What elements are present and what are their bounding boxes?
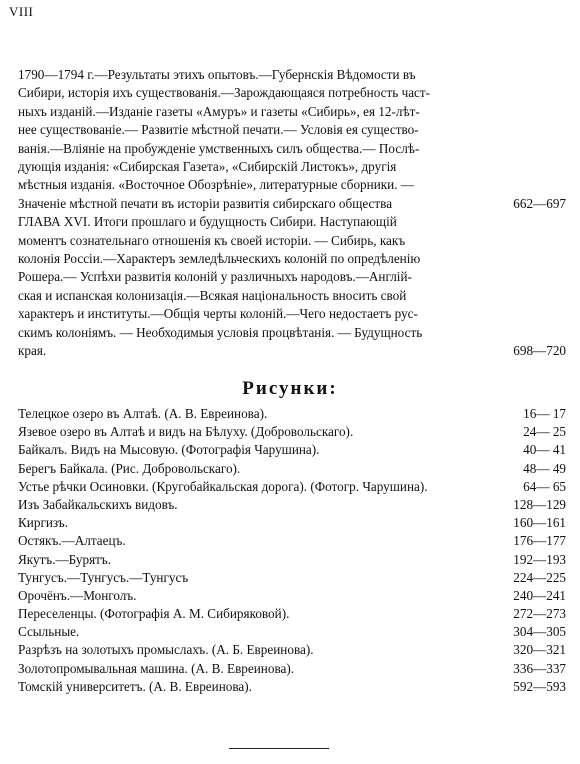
figure-entry [18, 552, 566, 570]
figure-pages: 176—177 [513, 533, 566, 549]
figure-entry [18, 442, 566, 460]
figures-list [18, 406, 566, 697]
figure-pages: 64— 65 [523, 478, 566, 494]
figure-title: Ссыльные. [18, 624, 80, 640]
figure-entry [18, 679, 566, 697]
figure-title: Устье рѣчки Осиновки. (Кругобайкальская дорога). (Фотогр. Чарушина). [18, 478, 428, 494]
chapter-text-line: ванія.—Вліяніе на пробужденіе умственныхъ силъ общества.— Послѣ- [18, 140, 420, 156]
figure-pages: 304—305 [513, 624, 566, 640]
figure-entry [18, 461, 566, 479]
figure-title: Берегъ Байкала. (Рис. Добровольскаго). [18, 460, 241, 476]
chapter-last-line [18, 342, 566, 360]
figure-title: Разрѣзъ на золотыхъ промыслахъ. (А. Б. Евреинова). [18, 642, 314, 658]
figure-title: Остякъ.—Алтаецъ. [18, 533, 126, 549]
figure-entry [18, 479, 566, 497]
figure-title: Байкалъ. Видъ на Мысовую. (Фотографія Чарушина). [18, 442, 320, 458]
chapter-text-line: Значеніе мѣстной печати въ исторіи развитія сибирскаго общества [18, 195, 393, 211]
chapter-text-line: дующія изданія: «Сибирская Газета», «Сибирскій Листокъ», другія [18, 159, 397, 175]
table-of-contents [18, 66, 566, 361]
figure-entry [18, 588, 566, 606]
figure-entry [18, 624, 566, 642]
chapter-text-line: колонія Россіи.—Характеръ земледѣльческихъ колоній по опредѣленію [18, 251, 421, 267]
figure-entry [18, 661, 566, 679]
figure-pages: 160—161 [513, 515, 566, 531]
closing-rule [229, 748, 329, 749]
figure-pages: 48— 49 [523, 460, 566, 476]
figure-title: Томскій университетъ. (А. В. Евреинова). [18, 678, 252, 694]
chapter-pages: 698—720 [513, 343, 566, 359]
chapter-text-line: Сибири, исторія ихъ существованія.—Зарождающаяся потребность част- [18, 85, 431, 101]
figure-pages: 40— 41 [523, 442, 566, 458]
figure-pages: 128—129 [513, 496, 566, 512]
figure-title: Тунгусъ.—Тунгусъ.—Тунгусъ [18, 569, 189, 585]
chapter-text-line: ГЛАВА XVI. Итоги прошлаго и будущность Сибири. Наступающій [18, 214, 397, 230]
figure-title: Телецкое озеро въ Алтаѣ. (А. В. Евреинова). [18, 406, 268, 421]
figure-title: Золотопромывальная машина. (А. В. Евреинова). [18, 660, 295, 676]
figures-heading: Рисунки: [242, 378, 338, 399]
page-number: VIII [9, 4, 34, 19]
figure-entry [18, 570, 566, 588]
figure-pages: 24— 25 [523, 424, 566, 440]
chapter-pages: 662—697 [513, 195, 566, 211]
figure-entry [18, 424, 566, 442]
chapter-text-line: нее существованіе.— Развитіе мѣстной печати.— Условія ея существо- [18, 122, 419, 138]
figure-title: Изъ Забайкальскихъ видовъ. [18, 496, 178, 512]
figure-title: Орочёнъ.—Монголъ. [18, 587, 137, 603]
figure-pages: 16— 17 [523, 406, 566, 421]
figure-pages: 320—321 [513, 642, 566, 658]
chapter-text-line: ныхъ изданій.—Изданіе газеты «Амуръ» и газеты «Сибирь», ея 12-лѣт- [18, 103, 420, 119]
chapter-entry [18, 66, 566, 213]
figure-title: Переселенцы. (Фотографія А. М. Сибиряковой). [18, 606, 290, 622]
chapter-text-line: ская и испанская колонизація.—Всякая національность вносить свой [18, 287, 407, 303]
figure-entry [18, 642, 566, 660]
chapter-text-line: края. [18, 343, 47, 359]
figure-pages: 240—241 [513, 587, 566, 603]
figure-entry [18, 497, 566, 515]
chapter-text-line: 1790—1794 г.—Результаты этихъ опытовъ.—Губернскія Вѣдомости въ [18, 67, 416, 82]
figure-entry [18, 406, 566, 424]
chapter-text-line: скимъ колоніямъ. — Необходимыя условія процвѣтанія. — Будущность [18, 324, 423, 340]
figure-pages: 192—193 [513, 551, 566, 567]
figure-entry [18, 533, 566, 551]
chapter-text-line: характеръ и институты.—Общія черты колоній.—Чего недостаетъ рус- [18, 306, 418, 322]
figure-title: Якутъ.—Бурятъ. [18, 551, 112, 567]
chapter-text-line: моментъ сознательнаго отношенія къ своей исторіи. — Сибирь, какъ [18, 232, 406, 248]
figure-entry [18, 515, 566, 533]
figure-pages: 336—337 [513, 660, 566, 676]
figure-pages: 592—593 [513, 678, 566, 694]
figure-pages: 224—225 [513, 569, 566, 585]
chapter-text-line: Рошера.— Успѣхи развитія колоній у различныхъ народовъ.—Англій- [18, 269, 412, 285]
figure-entry [18, 606, 566, 624]
chapter-text-line: мѣстныя изданія. «Восточное Обозрѣніе», литературные сборники. — [18, 177, 415, 193]
figure-title: Язевое озеро въ Алтаѣ и видъ на Бѣлуху. (Добровольскаго). [18, 424, 354, 440]
chapter-last-line [18, 195, 566, 213]
chapter-entry [18, 213, 566, 360]
figure-title: Киргизъ. [18, 515, 69, 531]
figure-pages: 272—273 [513, 606, 566, 622]
